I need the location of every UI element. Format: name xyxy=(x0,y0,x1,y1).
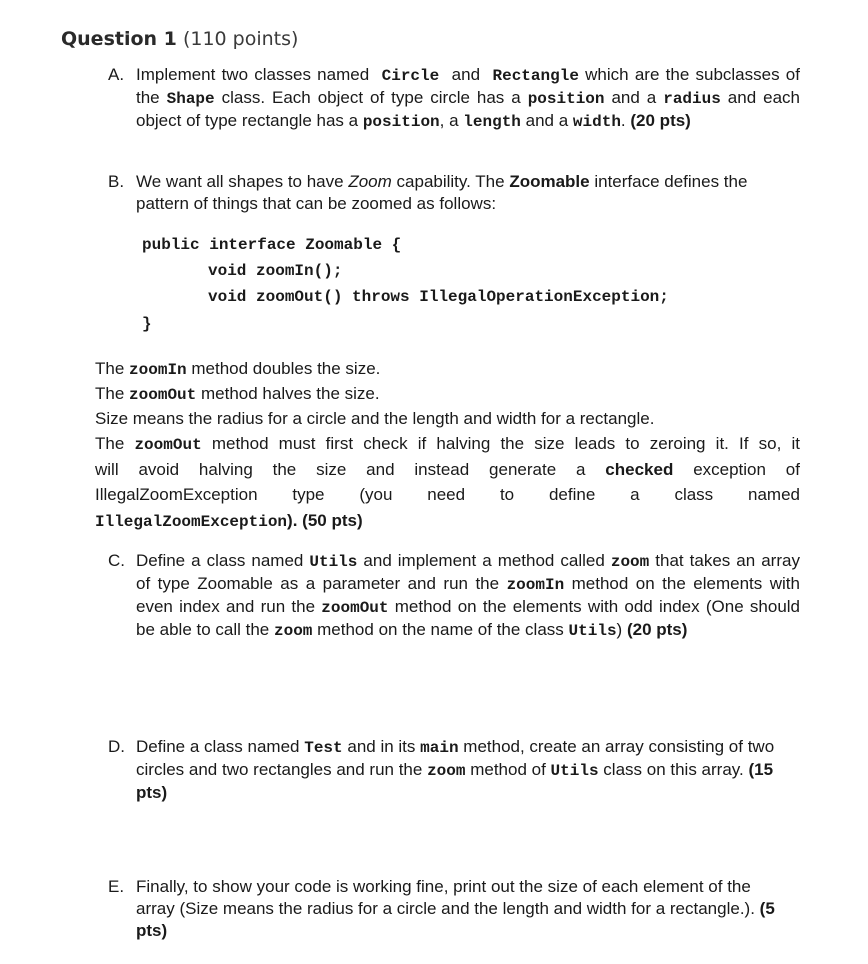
zoomout-description: The zoomOut method halves the size. xyxy=(95,384,380,404)
zoomin-description: The zoomIn method doubles the size. xyxy=(95,359,381,379)
part-c-points: (20 pts) xyxy=(626,620,688,639)
part-e xyxy=(108,876,780,942)
zoomout-check-line-1: The zoomOut method must first check if halving the size leads to zeroing it. If so, it xyxy=(95,434,800,454)
part-d xyxy=(108,736,800,804)
zoomout-check-line-3: IllegalZoomException type (you need to define a class named xyxy=(95,485,800,504)
part-b-text: We want all shapes to have Zoom capability. The Zoomable interface defines the pattern of things that can be zoomed as follows: xyxy=(136,172,748,213)
question-label: Question 1 xyxy=(61,28,177,50)
part-e-label: E. xyxy=(108,877,125,896)
question-points: (110 points) xyxy=(182,28,299,50)
zoomout-check-line-4: IllegalZoomException). (50 pts) xyxy=(95,511,363,531)
part-d-label: D. xyxy=(108,737,125,756)
part-a-label: A. xyxy=(108,65,125,84)
size-description: Size means the radius for a circle and the length and width for a rectangle. xyxy=(95,409,655,428)
part-d-text: Define a class named Test and in its main method, create an array consisting of two circles and two rectangles and run the zoom method of Utils class on this array. (15 pts) xyxy=(136,737,775,802)
part-c-label: C. xyxy=(108,551,125,570)
part-a-points: (20 pts) xyxy=(630,111,691,130)
part-b xyxy=(108,171,800,215)
code-line-1: public interface Zoomable { xyxy=(142,236,402,254)
part-b-label: B. xyxy=(108,172,125,191)
part-e-points: (5 pts) xyxy=(136,899,775,940)
part-c-text: Define a class named Utils and implement a method called zoom that takes an array of type Zoomable as a parameter and run the zoomIn method on the elements with even index and run the zoomOut method on the elements with odd index (One should be able to call the zoom method on the name of the class Utils) (20 pts) xyxy=(136,551,800,640)
part-e-text: Finally, to show your code is working fine, print out the size of each element of the array (Size means the radius for a circle and the length and width for a rectangle.). (5 pts) xyxy=(136,877,775,940)
part-d-points: (15 pts) xyxy=(136,760,774,802)
part-b-points: (50 pts) xyxy=(302,511,363,530)
part-a-text: Implement two classes named Circle and Rectangle which are the subclasses of the Shape class. Each object of type circle has a position and a radius and each object of type rectangle has a position, a length and a width. (20 pts) xyxy=(136,65,800,131)
code-line-2: void zoomIn(); xyxy=(208,262,343,280)
question-title xyxy=(61,28,298,50)
code-line-4: } xyxy=(142,315,152,333)
code-line-3: void zoomOut() throws IllegalOperationException; xyxy=(208,288,669,306)
part-a xyxy=(108,64,800,133)
zoomout-check-line-2: will avoid halving the size and instead generate a checked exception of xyxy=(95,460,800,479)
part-c xyxy=(108,550,800,642)
